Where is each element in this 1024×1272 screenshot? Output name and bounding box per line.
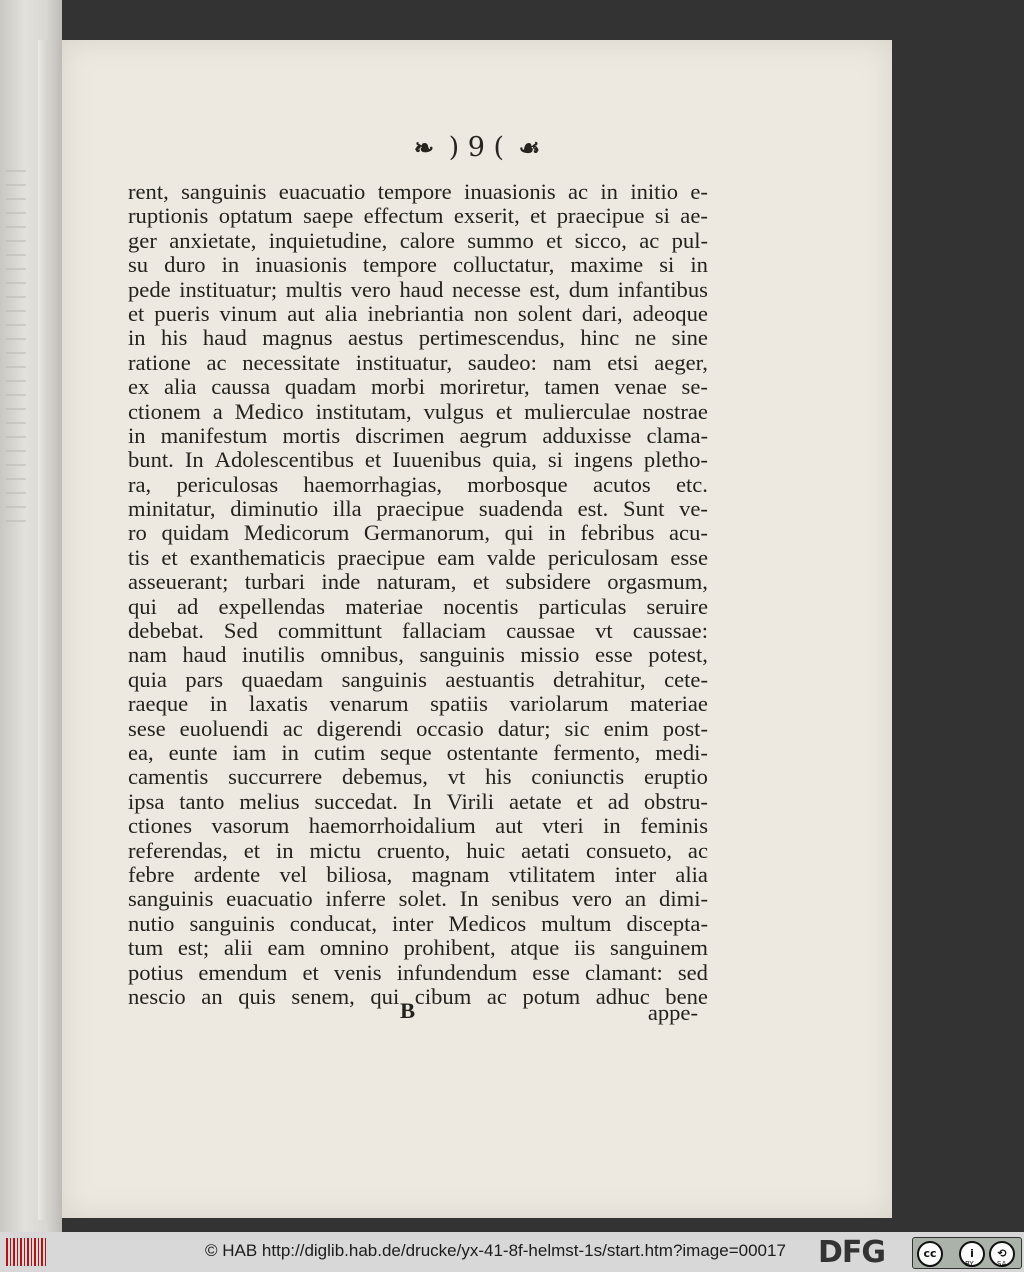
ornament-right-icon: ☙ bbox=[518, 133, 541, 162]
text-line: ex alia caussa quadam morbi moriretur, tamen venae se- bbox=[128, 374, 708, 400]
share-alike-icon: ⟲ bbox=[989, 1241, 1015, 1267]
text-line: camentis succurrere debemus, vt his coniunctis eruptio bbox=[128, 764, 708, 790]
cc-icon: cc bbox=[917, 1241, 943, 1267]
ornament-left-icon: ❧ bbox=[413, 133, 434, 162]
adjacent-page-edge bbox=[0, 0, 62, 1232]
text-line: sese euoluendi ac digerendi occasio datur; sic enim post- bbox=[128, 715, 708, 741]
page-header bbox=[62, 132, 892, 163]
credit-link[interactable]: © HAB http://diglib.hab.de/drucke/yx-41-8f-helmst-1s/start.htm?image=00017 bbox=[205, 1241, 786, 1260]
cc-license-badge[interactable] bbox=[912, 1237, 1022, 1269]
text-line: ctiones vasorum haemorrhoidalium aut vteri in feminis bbox=[128, 813, 708, 839]
signature-mark: B bbox=[400, 998, 416, 1023]
text-line: ra, periculosas haemorrhagias, morbosque acutos etc. bbox=[128, 471, 708, 497]
text-line: su duro in inuasionis tempore colluctatur, maxime si in bbox=[128, 252, 708, 278]
text-line: ruptionis optatum saepe effectum exserit, et praecipue si ae- bbox=[128, 203, 708, 229]
text-line: referendas, et in mictu cruento, huic aetati consueto, ac bbox=[128, 837, 708, 863]
text-line: in his haud magnus aestus pertimescendus, hinc ne sine bbox=[128, 325, 708, 351]
text-line: ro quidam Medicorum Germanorum, qui in febribus acu- bbox=[128, 520, 708, 546]
text-line: ger anxietate, inquietudine, calore summo et sicco, ac pul- bbox=[128, 227, 708, 253]
page-number: ) 9 ( bbox=[448, 132, 504, 163]
text-line: sanguinis euacuatio inferre solet. In senibus vero an dimi- bbox=[128, 886, 708, 912]
text-line: bunt. In Adolescentibus et Iuuenibus quia, si ingens plethо- bbox=[128, 447, 708, 473]
dfg-logo: DFG bbox=[818, 1235, 886, 1270]
text-line: febre ardente vel biliosa, magnam vtilitatem inter alia bbox=[128, 861, 708, 887]
body-text bbox=[128, 180, 708, 1009]
text-line: minitatur, diminutio illa praecipue suadenda est. Sunt ve- bbox=[128, 496, 708, 522]
text-line: pede instituatur; multis vero haud necesse est, dum infantibus bbox=[128, 276, 708, 302]
text-line: qui ad expellendas materiae nocentis particulas seruire bbox=[128, 593, 708, 619]
text-line: ea, eunte iam in cutim seque ostentante fermento, medi- bbox=[128, 739, 708, 765]
text-line: raeque in laxatis venarum spatiis variolarum materiae bbox=[128, 691, 708, 717]
barcode-icon bbox=[6, 1238, 48, 1266]
attribution-icon: i bbox=[959, 1241, 985, 1267]
text-line: nutio sanguinis conducat, inter Medicos multum discepta- bbox=[128, 910, 708, 936]
text-line: nam haud inutilis omnibus, sanguinis missio esse potest, bbox=[128, 642, 708, 668]
text-line: potius emendum et venis infundendum esse clamant: sed bbox=[128, 959, 708, 985]
bleed-through-marks bbox=[6, 170, 26, 530]
license-sa-label: SA bbox=[997, 1260, 1007, 1268]
license-by-label: BY bbox=[965, 1260, 974, 1268]
viewer-footer-bar bbox=[0, 1232, 1024, 1272]
page-gutter bbox=[38, 40, 48, 1220]
text-line: debebat. Sed committunt fallaciam caussae vt caussae: bbox=[128, 618, 708, 644]
text-line: et pueris vinum aut alia inebriantia non solent dari, adeoque bbox=[128, 300, 708, 326]
text-line: tum est; alii eam omnino prohibent, atque iis sanguinem bbox=[128, 935, 708, 961]
text-line: tis et exanthematicis praecipue eam valde periculosam esse bbox=[128, 544, 708, 570]
catchword: appe- bbox=[647, 1000, 698, 1025]
text-line: ipsa tanto melius succedat. In Virili aetate et ad obstru- bbox=[128, 788, 708, 814]
page-foot bbox=[128, 998, 708, 1028]
text-line: in manifestum mortis discrimen aegrum adduxisse clama- bbox=[128, 422, 708, 448]
text-line: asseuerant; turbari inde naturam, et subsidere orgasmum, bbox=[128, 569, 708, 595]
text-line: ratione ac necessitate instituatur, saudeo: nam etsi aeger, bbox=[128, 349, 708, 375]
text-line: quia pars quaedam sanguinis aestuantis detrahitur, cete- bbox=[128, 666, 708, 692]
text-line: rent, sanguinis euacuatio tempore inuasionis ac in initio e- bbox=[128, 179, 708, 204]
text-line: nescio an quis senem, qui cibum ac potum adhuc bene bbox=[128, 983, 708, 1009]
text-line: ctionem a Medico institutam, vulgus et mulierculae nostrae bbox=[128, 398, 708, 424]
